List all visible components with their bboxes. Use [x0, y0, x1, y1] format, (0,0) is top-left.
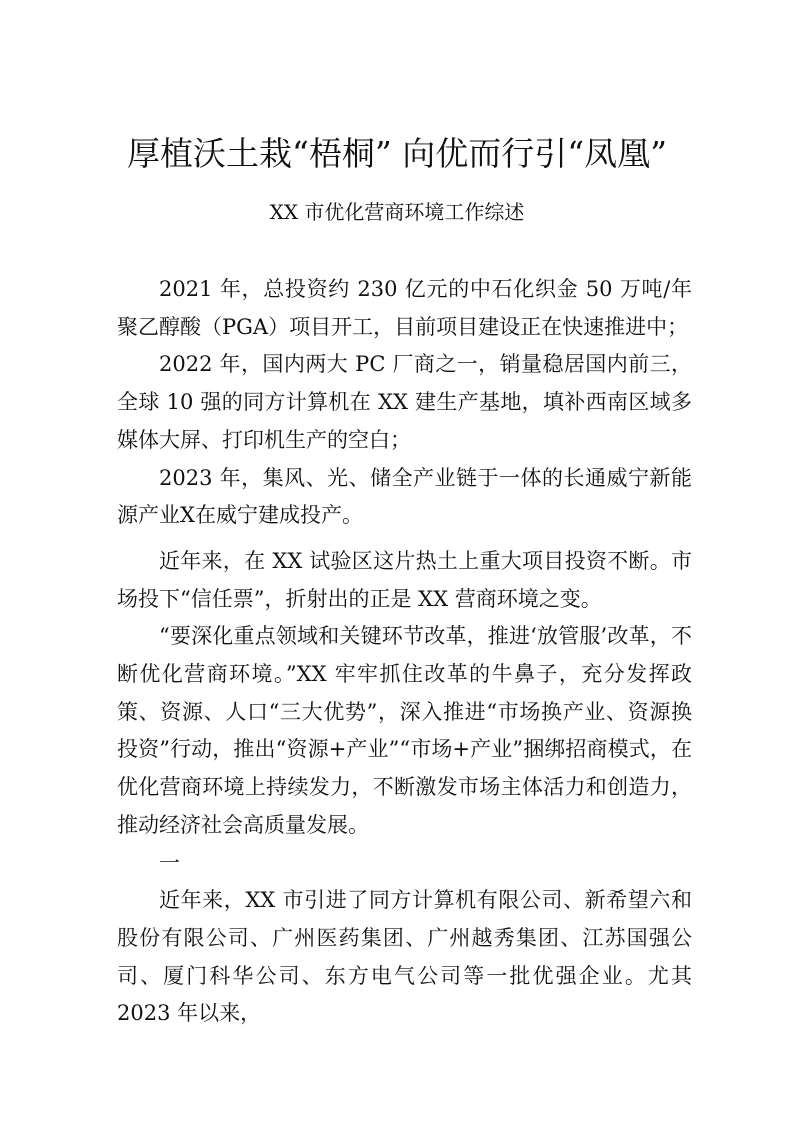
section-heading: 一	[159, 850, 180, 875]
paragraph-2022: 2022 年，国内两大 PC 厂商之一，销量稳居国内前三，全球 10 强的同方计算机在 XX 建生产基地，填补西南区域多媒体大屏、打印机生产的空白；	[117, 352, 692, 452]
paragraph-companies: 近年来，XX 市引进了同方计算机有限公司、新希望六和股份有限公司、广州医药集团、广州越秀集团、江苏国强公司、厦门科华公司、东方电气公司等一批优强企业。尤其 2023 年以来，	[117, 888, 692, 1026]
document-body	[117, 271, 692, 1033]
paragraph-2023: 2023 年，集风、光、储全产业链于一体的长通威宁新能源产业X在威宁建成投产。	[117, 465, 692, 528]
paragraph-reform: “要深化重点领域和关键环节改革，推进‘放管服’改革，不断优化营商环境。”XX 牢牢抓住改革的牛鼻子，充分发挥政策、资源、人口“三大优势”，深入推进“市场换产业、资源换投资”行动，推出“资源+产业”“市场+产业”捆绑招商模式，在优化营商环境上持续发力，不断激发市场主体活力和创造力，推动经济社会高质量发展。	[117, 624, 692, 837]
paragraph-2021: 2021 年，总投资约 230 亿元的中石化织金 50 万吨/年聚乙醇酸（PGA）项目开工，目前项目建设正在快速推进中；	[117, 277, 692, 339]
paragraph-investment: 近年来，在 XX 试验区这片热土上重大项目投资不断。市场投下“信任票”，折射出的正是 XX 营商环境之变。	[117, 548, 692, 611]
document-title: 厚植沃土栽“梧桐” 向优而行引“凤凰”	[127, 134, 667, 173]
document-subtitle: XX 市优化营商环境工作综述	[269, 200, 525, 224]
